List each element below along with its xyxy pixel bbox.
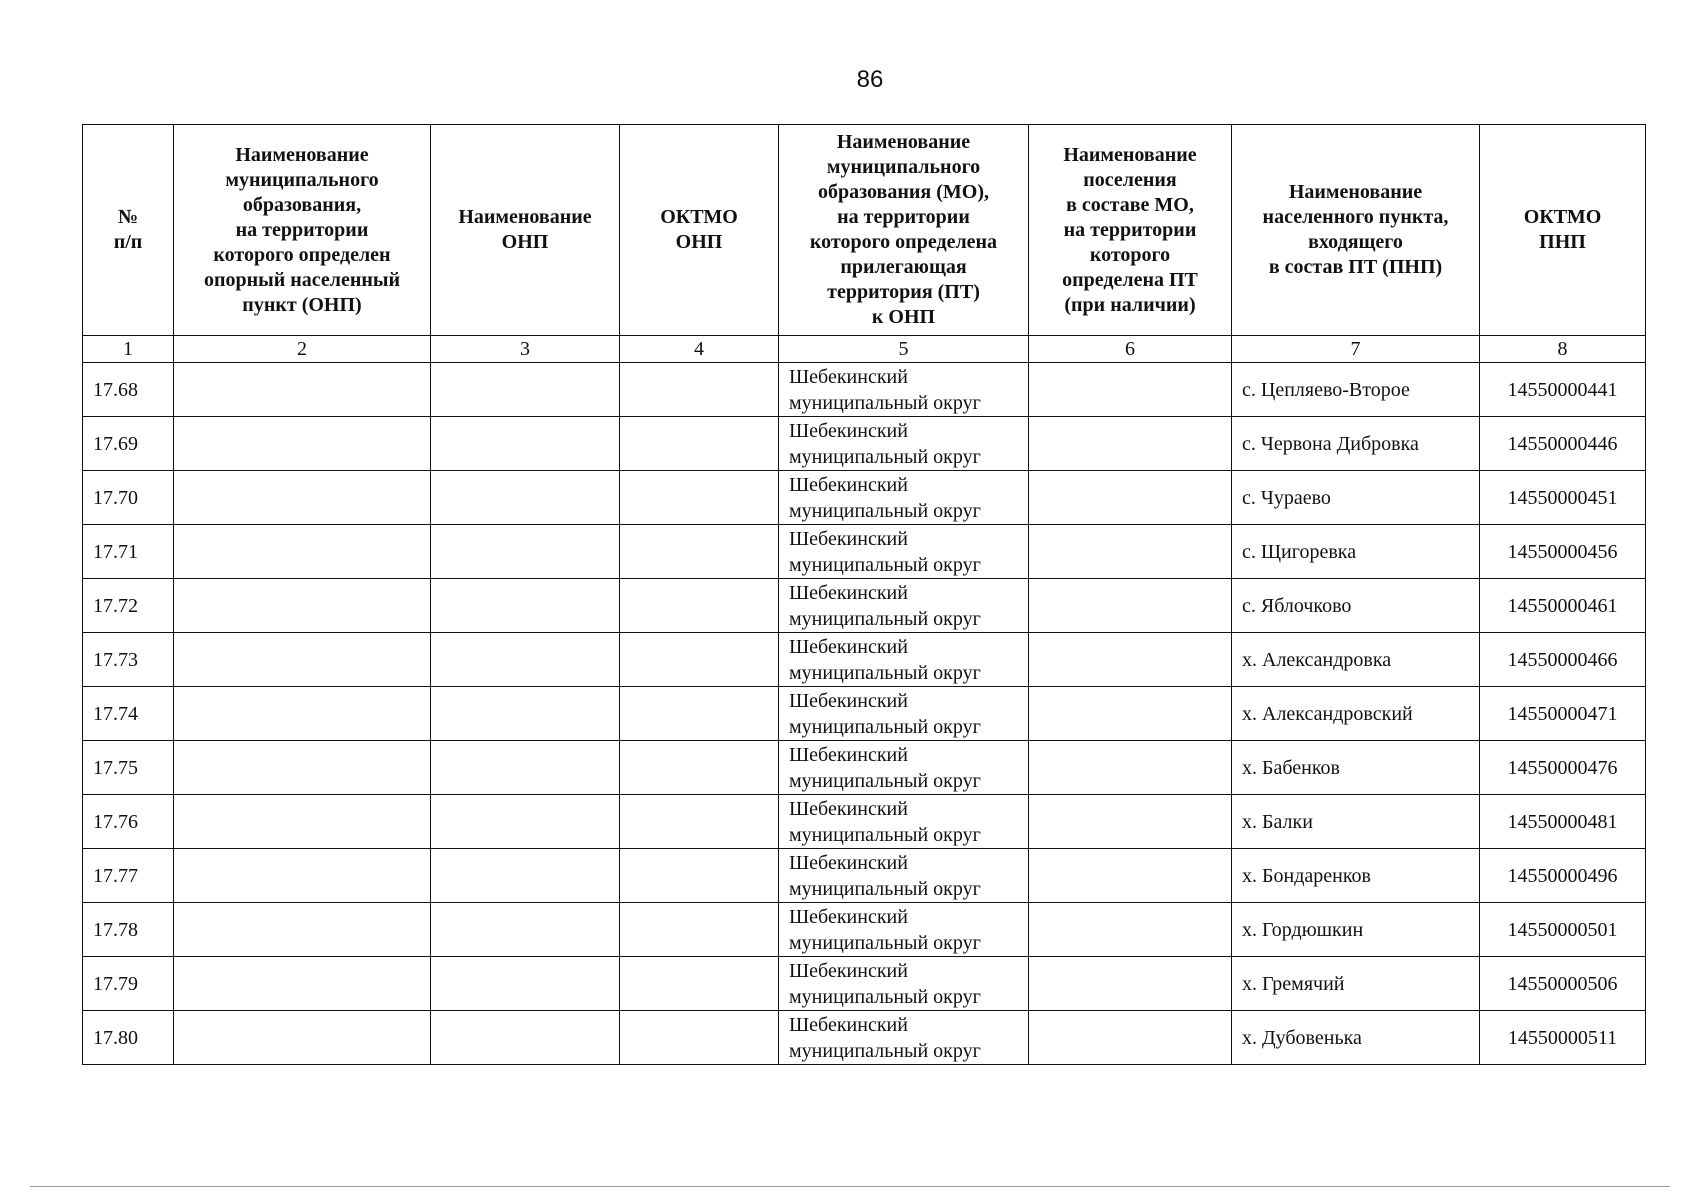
- row-number: 17.77: [83, 849, 174, 903]
- pnp-oktmo-cell: 14550000511: [1480, 1011, 1646, 1065]
- table-row: [83, 741, 1646, 795]
- pnp-oktmo-cell: 14550000476: [1480, 741, 1646, 795]
- mo-name-line2: муниципальный округ: [789, 391, 981, 414]
- pnp-oktmo-cell: 14550000496: [1480, 849, 1646, 903]
- table-row: [83, 525, 1646, 579]
- row-number: 17.80: [83, 1011, 174, 1065]
- header-cell: ОКТМО ПНП: [1480, 125, 1646, 336]
- onp-mo-cell: [174, 417, 431, 471]
- pnp-name-cell: с. Цепляево-Второе: [1232, 363, 1480, 417]
- table-row: [83, 471, 1646, 525]
- header-cell: Наименование поселения в составе МО, на территории которого определена ПТ (при наличии): [1029, 125, 1232, 336]
- onp-mo-cell: [174, 525, 431, 579]
- onp-name-cell: [431, 957, 620, 1011]
- settlement-cell: [1029, 579, 1232, 633]
- mo-name-line1: Шебекинский: [789, 905, 908, 928]
- onp-oktmo-cell: [620, 471, 779, 525]
- settlement-cell: [1029, 741, 1232, 795]
- pnp-oktmo-cell: 14550000451: [1480, 471, 1646, 525]
- pnp-oktmo-cell: 14550000456: [1480, 525, 1646, 579]
- column-number: 7: [1232, 336, 1480, 363]
- mo-name-line1: Шебекинский: [789, 419, 908, 442]
- row-number: 17.79: [83, 957, 174, 1011]
- mo-name-line1: Шебекинский: [789, 851, 908, 874]
- onp-oktmo-cell: [620, 687, 779, 741]
- pnp-oktmo-cell: 14550000501: [1480, 903, 1646, 957]
- pt-mo-cell: [779, 1011, 1029, 1065]
- pnp-oktmo-cell: 14550000461: [1480, 579, 1646, 633]
- mo-name-line1: Шебекинский: [789, 365, 908, 388]
- mo-name-line2: муниципальный округ: [789, 823, 981, 846]
- mo-name-line1: Шебекинский: [789, 527, 908, 550]
- onp-name-cell: [431, 903, 620, 957]
- table-row: [83, 687, 1646, 741]
- pt-mo-cell: [779, 471, 1029, 525]
- mo-name-line1: Шебекинский: [789, 1013, 908, 1036]
- onp-oktmo-cell: [620, 579, 779, 633]
- page-number: 86: [856, 66, 884, 93]
- onp-mo-cell: [174, 1011, 431, 1065]
- header-row: [83, 125, 1646, 336]
- settlement-cell: [1029, 849, 1232, 903]
- pt-mo-cell: [779, 849, 1029, 903]
- pt-mo-cell: [779, 579, 1029, 633]
- table-row: [83, 849, 1646, 903]
- mo-name-line1: Шебекинский: [789, 689, 908, 712]
- pnp-name-cell: х. Александровский: [1232, 687, 1480, 741]
- table-row: [83, 795, 1646, 849]
- pnp-oktmo-cell: 14550000441: [1480, 363, 1646, 417]
- onp-mo-cell: [174, 687, 431, 741]
- onp-name-cell: [431, 363, 620, 417]
- row-number: 17.70: [83, 471, 174, 525]
- onp-name-cell: [431, 471, 620, 525]
- settlement-cell: [1029, 687, 1232, 741]
- column-number: 1: [83, 336, 174, 363]
- onp-mo-cell: [174, 741, 431, 795]
- onp-name-cell: [431, 687, 620, 741]
- pt-mo-cell: [779, 903, 1029, 957]
- pt-mo-cell: [779, 417, 1029, 471]
- settlement-cell: [1029, 363, 1232, 417]
- header-cell: Наименование ОНП: [431, 125, 620, 336]
- mo-name-line2: муниципальный округ: [789, 715, 981, 738]
- row-number: 17.72: [83, 579, 174, 633]
- mo-name-line1: Шебекинский: [789, 797, 908, 820]
- pnp-name-cell: х. Александровка: [1232, 633, 1480, 687]
- onp-mo-cell: [174, 633, 431, 687]
- onp-name-cell: [431, 795, 620, 849]
- pnp-oktmo-cell: 14550000471: [1480, 687, 1646, 741]
- onp-name-cell: [431, 417, 620, 471]
- mo-name-line1: Шебекинский: [789, 635, 908, 658]
- column-number: 6: [1029, 336, 1232, 363]
- settlement-cell: [1029, 903, 1232, 957]
- column-number: 4: [620, 336, 779, 363]
- mo-name-line2: муниципальный округ: [789, 445, 981, 468]
- pnp-oktmo-cell: 14550000466: [1480, 633, 1646, 687]
- table-row: [83, 957, 1646, 1011]
- mo-name-line2: муниципальный округ: [789, 1039, 981, 1062]
- pt-mo-cell: [779, 633, 1029, 687]
- onp-name-cell: [431, 741, 620, 795]
- row-number: 17.71: [83, 525, 174, 579]
- onp-oktmo-cell: [620, 849, 779, 903]
- header-cell: ОКТМО ОНП: [620, 125, 779, 336]
- pnp-oktmo-cell: 14550000506: [1480, 957, 1646, 1011]
- column-number-row: [83, 336, 1646, 363]
- onp-oktmo-cell: [620, 633, 779, 687]
- pnp-oktmo-cell: 14550000446: [1480, 417, 1646, 471]
- settlement-cell: [1029, 795, 1232, 849]
- pt-mo-cell: [779, 687, 1029, 741]
- onp-oktmo-cell: [620, 957, 779, 1011]
- onp-oktmo-cell: [620, 795, 779, 849]
- onp-oktmo-cell: [620, 1011, 779, 1065]
- mo-name-line2: муниципальный округ: [789, 499, 981, 522]
- pt-mo-cell: [779, 525, 1029, 579]
- table-row: [83, 1011, 1646, 1065]
- settlements-table: [82, 124, 1646, 1065]
- table-row: [83, 363, 1646, 417]
- column-number: 2: [174, 336, 431, 363]
- pnp-name-cell: х. Балки: [1232, 795, 1480, 849]
- onp-oktmo-cell: [620, 417, 779, 471]
- onp-name-cell: [431, 579, 620, 633]
- settlement-cell: [1029, 525, 1232, 579]
- onp-name-cell: [431, 525, 620, 579]
- onp-mo-cell: [174, 471, 431, 525]
- pt-mo-cell: [779, 741, 1029, 795]
- row-number: 17.69: [83, 417, 174, 471]
- column-number: 8: [1480, 336, 1646, 363]
- mo-name-line2: муниципальный округ: [789, 877, 981, 900]
- table-row: [83, 633, 1646, 687]
- onp-mo-cell: [174, 579, 431, 633]
- mo-name-line1: Шебекинский: [789, 581, 908, 604]
- pnp-name-cell: с. Яблочково: [1232, 579, 1480, 633]
- row-number: 17.68: [83, 363, 174, 417]
- onp-mo-cell: [174, 903, 431, 957]
- header-cell: Наименование муниципального образования, на территории которого определен опорный населенный пункт (ОНП): [174, 125, 431, 336]
- settlement-cell: [1029, 417, 1232, 471]
- row-number: 17.75: [83, 741, 174, 795]
- settlement-cell: [1029, 633, 1232, 687]
- onp-name-cell: [431, 633, 620, 687]
- onp-oktmo-cell: [620, 525, 779, 579]
- header-cell: Наименование населенного пункта, входящего в состав ПТ (ПНП): [1232, 125, 1480, 336]
- pnp-name-cell: х. Гремячий: [1232, 957, 1480, 1011]
- column-number: 5: [779, 336, 1029, 363]
- onp-name-cell: [431, 1011, 620, 1065]
- onp-mo-cell: [174, 957, 431, 1011]
- pnp-name-cell: с. Щигоревка: [1232, 525, 1480, 579]
- pnp-name-cell: х. Бабенков: [1232, 741, 1480, 795]
- row-number: 17.78: [83, 903, 174, 957]
- pnp-name-cell: х. Бондаренков: [1232, 849, 1480, 903]
- mo-name-line2: муниципальный округ: [789, 931, 981, 954]
- pnp-name-cell: с. Чураево: [1232, 471, 1480, 525]
- mo-name-line1: Шебекинский: [789, 959, 908, 982]
- mo-name-line2: муниципальный округ: [789, 607, 981, 630]
- page-bottom-rule: [30, 1186, 1670, 1187]
- header-cell: Наименование муниципального образования (МО), на территории которого определена прилегающая территория (ПТ) к ОНП: [779, 125, 1029, 336]
- settlement-cell: [1029, 1011, 1232, 1065]
- mo-name-line2: муниципальный округ: [789, 985, 981, 1008]
- mo-name-line2: муниципальный округ: [789, 769, 981, 792]
- onp-oktmo-cell: [620, 363, 779, 417]
- onp-mo-cell: [174, 849, 431, 903]
- onp-mo-cell: [174, 795, 431, 849]
- row-number: 17.74: [83, 687, 174, 741]
- table-row: [83, 903, 1646, 957]
- settlement-cell: [1029, 957, 1232, 1011]
- pnp-oktmo-cell: 14550000481: [1480, 795, 1646, 849]
- mo-name-line2: муниципальный округ: [789, 661, 981, 684]
- row-number: 17.73: [83, 633, 174, 687]
- onp-name-cell: [431, 849, 620, 903]
- pt-mo-cell: [779, 795, 1029, 849]
- onp-mo-cell: [174, 363, 431, 417]
- table-row: [83, 579, 1646, 633]
- settlement-cell: [1029, 471, 1232, 525]
- onp-oktmo-cell: [620, 903, 779, 957]
- header-cell: № п/п: [83, 125, 174, 336]
- table-row: [83, 417, 1646, 471]
- pt-mo-cell: [779, 363, 1029, 417]
- onp-oktmo-cell: [620, 741, 779, 795]
- mo-name-line2: муниципальный округ: [789, 553, 981, 576]
- pnp-name-cell: х. Дубовенька: [1232, 1011, 1480, 1065]
- mo-name-line1: Шебекинский: [789, 743, 908, 766]
- column-number: 3: [431, 336, 620, 363]
- row-number: 17.76: [83, 795, 174, 849]
- pnp-name-cell: с. Червона Дибровка: [1232, 417, 1480, 471]
- pnp-name-cell: х. Гордюшкин: [1232, 903, 1480, 957]
- mo-name-line1: Шебекинский: [789, 473, 908, 496]
- pt-mo-cell: [779, 957, 1029, 1011]
